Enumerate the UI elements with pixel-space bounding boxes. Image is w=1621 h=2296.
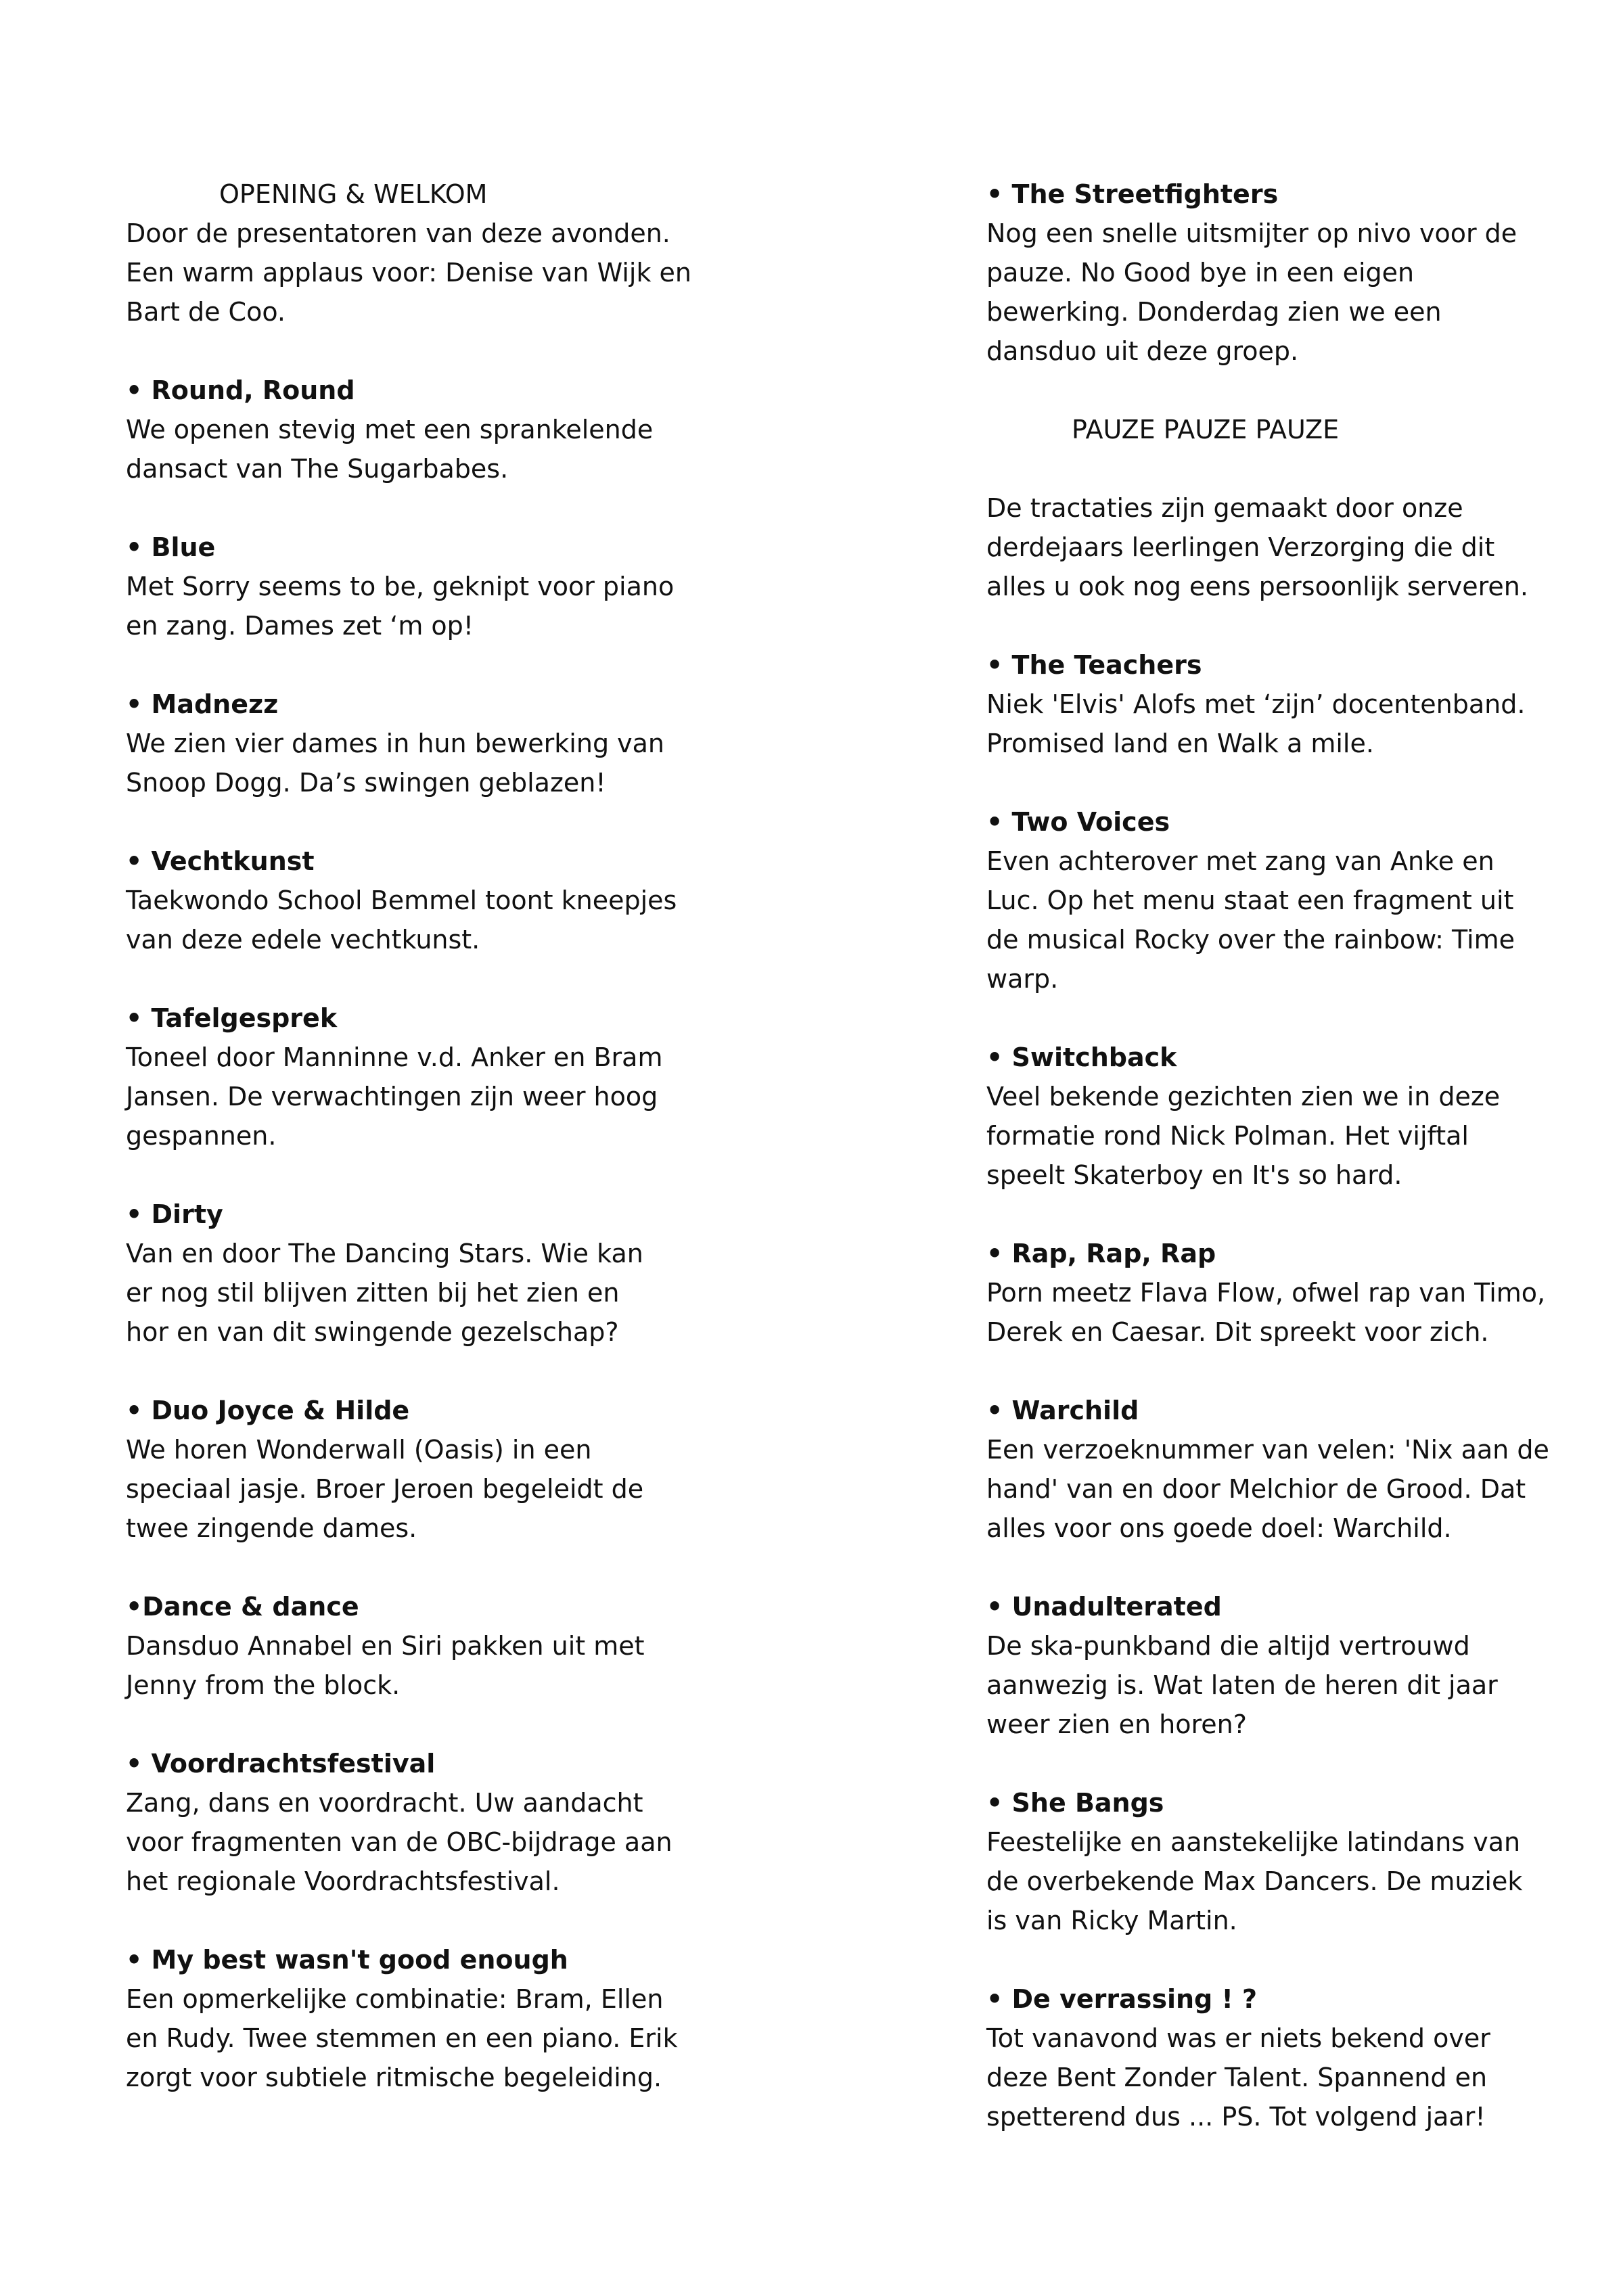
- programme-item-round-round: [126, 371, 721, 488]
- programme-item-text: De ska-punkband die altijd vertrouwd: [986, 1631, 1470, 1661]
- programme-item-text: We horen Wonderwall (Oasis) in een: [126, 1435, 592, 1465]
- programme-item-text: twee zingende dames.: [126, 1513, 417, 1543]
- programme-item-text: Tot vanavond was er niets bekend over: [986, 2023, 1490, 2053]
- programme-item-text: weer zien en horen?: [986, 1709, 1247, 1739]
- programme-item-text: warp.: [986, 964, 1059, 994]
- programme-item-rap: [986, 1234, 1582, 1352]
- programme-item-she-bangs: [986, 1783, 1582, 1940]
- programme-item-vechtkunst: [126, 842, 721, 959]
- pause-text-line: alles u ook nog eens persoonlijk serveren.: [986, 572, 1528, 601]
- programme-item-text: Porn meetz Flava Flow, ofwel rap van Timo,: [986, 1278, 1546, 1308]
- programme-item-title: • The Streetfighters: [986, 179, 1279, 209]
- programme-item-text: pauze. No Good bye in een eigen: [986, 258, 1415, 288]
- programme-item-text: Dansduo Annabel en Siri pakken uit met: [126, 1631, 645, 1661]
- programme-item-text: en zang. Dames zet ‘m op!: [126, 611, 474, 641]
- programme-item-dirty: [126, 1195, 721, 1352]
- programme-item-text: Luc. Op het menu staat een fragment uit: [986, 886, 1514, 915]
- programme-item-title: • Unadulterated: [986, 1592, 1222, 1622]
- programme-item-streetfighters: [986, 175, 1582, 371]
- programme-item-text: de musical Rocky over the rainbow: Time: [986, 925, 1515, 955]
- programme-item-text: Derek en Caesar. Dit spreekt voor zich.: [986, 1317, 1489, 1347]
- programme-item-blue: [126, 528, 721, 645]
- programme-item-text: dansact van The Sugarbabes.: [126, 454, 509, 484]
- programme-item-text: deze Bent Zonder Talent. Spannend en: [986, 2063, 1488, 2092]
- programme-item-text: Van en door The Dancing Stars. Wie kan: [126, 1239, 643, 1268]
- programme-item-text: We openen stevig met een sprankelende: [126, 415, 654, 444]
- programme-item-text: Snoop Dogg. Da’s swingen geblazen!: [126, 768, 606, 798]
- programme-item-text: is van Ricky Martin.: [986, 1906, 1237, 1935]
- programme-item-title: • Warchild: [986, 1396, 1139, 1425]
- programme-item-title: •Dance & dance: [126, 1592, 359, 1622]
- programme-item-text: de overbekende Max Dancers. De muziek: [986, 1866, 1523, 1896]
- programme-item-text: Met Sorry seems to be, geknipt voor piano: [126, 572, 675, 601]
- programme-item-text: Jansen. De verwachtingen zijn weer hoog: [126, 1082, 658, 1111]
- programme-item-text: voor fragmenten van de OBC-bijdrage aan: [126, 1827, 672, 1857]
- opening-text-line: Een warm applaus voor: Denise van Wijk en: [126, 258, 691, 288]
- opening-heading: OPENING & WELKOM: [219, 179, 488, 209]
- programme-item-text: gespannen.: [126, 1121, 277, 1151]
- pause-section: [986, 410, 1582, 606]
- programme-item-title: • My best wasn't good enough: [126, 1945, 568, 1975]
- programme-item-text: bewerking. Donderdag zien we een: [986, 297, 1442, 327]
- programme-item-text: speelt Skaterboy en It's so hard.: [986, 1160, 1402, 1190]
- pause-text-line: De tractaties zijn gemaakt door onze: [986, 493, 1463, 523]
- programme-item-dance-dance: [126, 1587, 721, 1705]
- right-column: [986, 175, 1582, 2136]
- programme-item-my-best: [126, 1940, 721, 2097]
- programme-item-title: • Dirty: [126, 1199, 223, 1229]
- programme-item-text: er nog stil blijven zitten bij het zien en: [126, 1278, 620, 1308]
- programme-item-voordrachtsfestival: [126, 1744, 721, 1901]
- programme-item-teachers: [986, 645, 1582, 763]
- opening-text-line: Bart de Coo.: [126, 297, 286, 327]
- programme-item-title: • Duo Joyce & Hilde: [126, 1396, 410, 1425]
- programme-item-text: Taekwondo School Bemmel toont kneepjes: [126, 886, 677, 915]
- programme-item-text: Veel bekende gezichten zien we in deze: [986, 1082, 1501, 1111]
- programme-item-text: Een opmerkelijke combinatie: Bram, Ellen: [126, 1984, 664, 2014]
- programme-item-title: • De verrassing ! ?: [986, 1984, 1258, 2014]
- programme-item-text: hor en van dit swingende gezelschap?: [126, 1317, 619, 1347]
- programme-item-switchback: [986, 1038, 1582, 1195]
- programme-item-text: Nog een snelle uitsmijter op nivo voor de: [986, 219, 1517, 248]
- programme-item-text: We zien vier dames in hun bewerking van: [126, 729, 664, 758]
- programme-item-madnezz: [126, 685, 721, 802]
- programme-item-text: zorgt voor subtiele ritmische begeleiding.: [126, 2063, 662, 2092]
- pause-heading: PAUZE PAUZE PAUZE: [1072, 415, 1340, 444]
- programme-item-text: formatie rond Nick Polman. Het vijftal: [986, 1121, 1469, 1151]
- programme-item-title: • Madnezz: [126, 689, 279, 719]
- opening-text-line: Door de presentatoren van deze avonden.: [126, 219, 670, 248]
- programme-item-text: dansduo uit deze groep.: [986, 336, 1299, 366]
- programme-item-title: • Vechtkunst: [126, 846, 315, 876]
- programme-item-text: Even achterover met zang van Anke en: [986, 846, 1494, 876]
- programme-item-text: spetterend dus ... PS. Tot volgend jaar!: [986, 2102, 1486, 2132]
- programme-item-title: • Tafelgesprek: [126, 1003, 338, 1033]
- programme-item-text: Een verzoeknummer van velen: 'Nix aan de: [986, 1435, 1549, 1465]
- programme-item-text: Niek 'Elvis' Alofs met ‘zijn’ docentenband.: [986, 689, 1526, 719]
- programme-item-title: • She Bangs: [986, 1788, 1164, 1818]
- programme-item-two-voices: [986, 802, 1582, 998]
- programme-item-text: hand' van en door Melchior de Grood. Dat: [986, 1474, 1526, 1504]
- programme-item-verrassing: [986, 1979, 1582, 2136]
- programme-item-text: Zang, dans en voordracht. Uw aandacht: [126, 1788, 643, 1818]
- programme-item-title: • Round, Round: [126, 375, 355, 405]
- programme-item-title: • Switchback: [986, 1042, 1177, 1072]
- opening-section: [126, 175, 721, 331]
- programme-item-text: speciaal jasje. Broer Jeroen begeleidt de: [126, 1474, 644, 1504]
- programme-item-text: Feestelijke en aanstekelijke latindans van: [986, 1827, 1521, 1857]
- programme-item-text: het regionale Voordrachtsfestival.: [126, 1866, 560, 1896]
- programme-item-text: Promised land en Walk a mile.: [986, 729, 1374, 758]
- left-column: [126, 175, 721, 2097]
- programme-item-text: en Rudy. Twee stemmen en een piano. Erik: [126, 2023, 678, 2053]
- programme-item-text: alles voor ons goede doel: Warchild.: [986, 1513, 1452, 1543]
- programme-item-title: • Rap, Rap, Rap: [986, 1239, 1216, 1268]
- programme-item-text: Jenny from the block.: [126, 1670, 401, 1700]
- programme-item-text: van deze edele vechtkunst.: [126, 925, 480, 955]
- programme-item-warchild: [986, 1391, 1582, 1548]
- programme-item-text: Toneel door Manninne v.d. Anker en Bram: [126, 1042, 663, 1072]
- programme-item-title: • The Teachers: [986, 650, 1202, 680]
- programme-item-tafelgesprek: [126, 998, 721, 1155]
- programme-item-title: • Blue: [126, 532, 216, 562]
- programme-item-title: • Voordrachtsfestival: [126, 1749, 436, 1778]
- pause-text-line: derdejaars leerlingen Verzorging die dit: [986, 532, 1495, 562]
- programme-item-text: aanwezig is. Wat laten de heren dit jaar: [986, 1670, 1498, 1700]
- programme-item-duo-joyce-hilde: [126, 1391, 721, 1548]
- programme-item-title: • Two Voices: [986, 807, 1170, 837]
- programme-item-unadulterated: [986, 1587, 1582, 1744]
